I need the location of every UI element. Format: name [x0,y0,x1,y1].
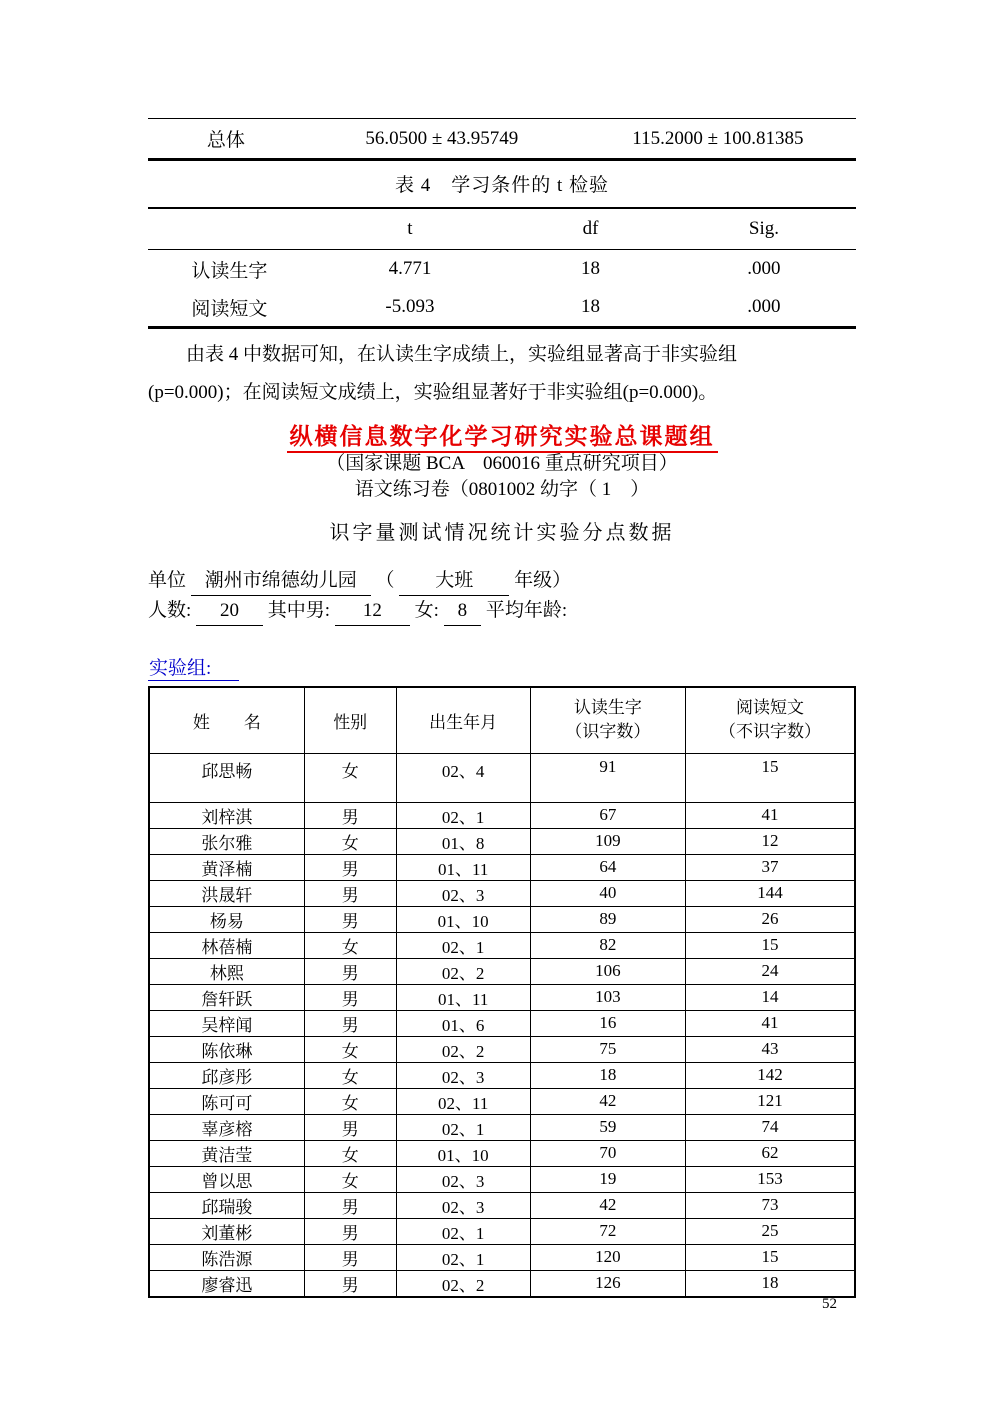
student-cell-reading: 12 [686,828,855,854]
group-label-wrap [148,653,856,680]
student-cell-name: 陈浩源 [149,1244,304,1270]
overall-literacy-value: 56.0500 ± 43.95749 [365,127,519,149]
student-table-header-row [149,687,855,753]
student-table-head [149,687,855,753]
student-cell-name: 邱彦彤 [149,1062,304,1088]
avg-age-label: 平均年龄: [485,600,568,621]
student-cell-birth: 01、10 [396,906,530,932]
student-cell-name: 曾以思 [149,1166,304,1192]
student-cell-birth: 01、6 [396,1010,530,1036]
student-cell-literacy: 40 [530,880,685,906]
male-label: 其中男: [267,600,331,621]
female-value-field: 8 [444,596,482,626]
student-cell-birth: 02、1 [396,932,530,958]
ttest-df-value: 18 [580,296,600,317]
female-label: 女: [414,600,439,621]
unit-label: 单位 [148,570,187,591]
header-gender: 性别 [304,687,396,753]
student-cell-gender: 男 [304,906,396,932]
student-cell-birth: 02、1 [396,1244,530,1270]
student-row [149,802,855,828]
student-cell-reading: 153 [686,1166,855,1192]
student-cell-literacy: 72 [530,1218,685,1244]
student-cell-gender: 女 [304,1166,396,1192]
header-reading-line1: 阅读短文 [736,698,804,718]
student-cell-literacy: 16 [530,1010,685,1036]
info-row-counts [148,596,856,626]
student-cell-birth: 02、3 [396,880,530,906]
student-cell-reading: 73 [686,1192,855,1218]
student-row [149,828,855,854]
student-table-body [149,753,855,1297]
student-cell-name: 洪晟轩 [149,880,304,906]
student-cell-gender: 男 [304,854,396,880]
student-cell-reading: 74 [686,1114,855,1140]
student-row [149,1140,855,1166]
student-cell-gender: 男 [304,958,396,984]
section-heading: 识字量测试情况统计实验分点数据 [329,522,675,544]
count-label: 人数: [148,600,192,621]
student-cell-reading: 15 [686,932,855,958]
student-cell-name: 陈依琳 [149,1036,304,1062]
ttest-header-df: df [582,218,599,239]
paper-line: 语文练习卷（0801002 幼字（ 1 ） [354,479,650,500]
ttest-row-literacy [148,250,856,288]
ttest-header-t: t [407,218,413,239]
analysis-line-1: 由表 4 中数据可知，在认读生字成绩上，实验组显著高于非实验组 [186,344,738,365]
male-value-field: 12 [335,596,410,626]
student-cell-gender: 女 [304,828,396,854]
page-content [148,118,856,1298]
student-cell-name: 辜彦榕 [149,1114,304,1140]
org-title-wrap [148,418,856,451]
student-data-table [148,686,856,1298]
student-cell-reading: 15 [686,1244,855,1270]
analysis-line-2: (p=0.000)；在阅读短文成绩上，实验组显著好于非实验组(p=0.000)。 [148,382,718,403]
student-cell-gender: 男 [304,880,396,906]
student-cell-literacy: 67 [530,802,685,828]
info-row-unit [148,566,856,596]
student-cell-reading: 41 [686,1010,855,1036]
ttest-header-sig: Sig. [748,218,779,239]
student-row [149,1036,855,1062]
student-cell-literacy: 19 [530,1166,685,1192]
analysis-paragraph [148,336,856,412]
student-cell-birth: 02、3 [396,1192,530,1218]
grade-suffix: 年级） [514,570,572,591]
student-cell-birth: 02、11 [396,1088,530,1114]
student-cell-reading: 121 [686,1088,855,1114]
student-cell-literacy: 82 [530,932,685,958]
overall-row-label: 总体 [206,130,245,151]
student-cell-gender: 男 [304,1192,396,1218]
student-cell-name: 张尔雅 [149,828,304,854]
org-title: 纵横信息数字化学习研究实验总课题组 [287,424,718,453]
student-cell-reading: 43 [686,1036,855,1062]
student-cell-gender: 女 [304,753,396,802]
student-cell-birth: 02、3 [396,1166,530,1192]
student-cell-reading: 144 [686,880,855,906]
project-line: （国家课题 BCA 060016 重点研究项目） [326,453,678,474]
ttest-t-value: 4.771 [388,258,432,279]
student-cell-name: 林蓓楠 [149,932,304,958]
student-cell-gender: 男 [304,1218,396,1244]
ttest-body [148,250,856,329]
student-cell-literacy: 120 [530,1244,685,1270]
student-cell-literacy: 91 [530,753,685,802]
student-cell-birth: 01、11 [396,854,530,880]
ttest-row-label: 认读生字 [191,260,268,282]
student-cell-gender: 女 [304,1088,396,1114]
table4-title: 表 4 学习条件的 t 检验 [148,161,856,209]
student-cell-gender: 女 [304,1062,396,1088]
student-row [149,1270,855,1297]
ttest-row-label: 阅读短文 [191,298,268,320]
student-cell-literacy: 42 [530,1192,685,1218]
student-cell-name: 林熙 [149,958,304,984]
student-cell-name: 刘董彬 [149,1218,304,1244]
student-cell-name: 邱瑞骏 [149,1192,304,1218]
student-cell-reading: 25 [686,1218,855,1244]
student-row [149,1010,855,1036]
student-row [149,753,855,802]
student-cell-reading: 14 [686,984,855,1010]
student-cell-name: 黄洁莹 [149,1140,304,1166]
student-cell-birth: 02、1 [396,802,530,828]
header-reading-line2: （不识字数） [719,722,821,742]
student-cell-literacy: 109 [530,828,685,854]
student-cell-literacy: 103 [530,984,685,1010]
student-row [149,906,855,932]
student-cell-reading: 62 [686,1140,855,1166]
student-cell-gender: 女 [304,1140,396,1166]
ttest-t-value: -5.093 [385,296,435,317]
student-cell-reading: 18 [686,1270,855,1297]
student-row [149,932,855,958]
overall-reading-value: 115.2000 ± 100.81385 [632,127,804,149]
student-row [149,1244,855,1270]
student-row [149,1218,855,1244]
header-literacy-line1: 认读生字 [573,698,642,718]
student-cell-gender: 男 [304,1244,396,1270]
student-row [149,1088,855,1114]
student-cell-literacy: 126 [530,1270,685,1297]
student-cell-name: 杨易 [149,906,304,932]
student-cell-gender: 男 [304,1114,396,1140]
student-cell-reading: 15 [686,753,855,802]
ttest-row-reading [148,288,856,326]
student-cell-gender: 女 [304,932,396,958]
student-row [149,880,855,906]
student-cell-birth: 02、2 [396,1270,530,1297]
student-cell-reading: 142 [686,1062,855,1088]
student-cell-gender: 男 [304,1010,396,1036]
ttest-df-value: 18 [580,258,600,279]
page-number: 52 [822,1296,837,1312]
student-cell-literacy: 89 [530,906,685,932]
header-literacy [530,687,685,753]
student-cell-name: 詹轩跃 [149,984,304,1010]
student-cell-reading: 41 [686,802,855,828]
student-cell-literacy: 64 [530,854,685,880]
student-cell-gender: 男 [304,1270,396,1297]
student-cell-literacy: 75 [530,1036,685,1062]
student-cell-name: 刘梓淇 [149,802,304,828]
header-name: 姓 名 [149,687,304,753]
count-value-field: 20 [196,596,263,626]
ttest-header-row [148,209,856,250]
student-row [149,854,855,880]
student-row [149,1192,855,1218]
student-cell-literacy: 70 [530,1140,685,1166]
student-row [149,958,855,984]
student-cell-reading: 26 [686,906,855,932]
student-cell-gender: 女 [304,1036,396,1062]
student-cell-birth: 02、3 [396,1062,530,1088]
student-row [149,1062,855,1088]
student-cell-name: 黄泽楠 [149,854,304,880]
student-cell-reading: 37 [686,854,855,880]
student-cell-name: 陈可可 [149,1088,304,1114]
student-cell-birth: 01、10 [396,1140,530,1166]
student-cell-birth: 02、1 [396,1114,530,1140]
unit-value-field: 潮州市绵德幼儿园 [191,566,371,596]
student-row [149,1166,855,1192]
experimental-group-label: 实验组: [148,658,239,681]
ttest-sig-value: .000 [747,258,781,279]
student-cell-literacy: 42 [530,1088,685,1114]
header-reading [686,687,855,753]
student-cell-birth: 02、2 [396,1036,530,1062]
student-cell-name: 吴梓闻 [149,1010,304,1036]
student-cell-birth: 02、4 [396,753,530,802]
student-cell-name: 廖睿迅 [149,1270,304,1297]
header-literacy-line2: （识字数） [565,722,651,742]
student-cell-literacy: 106 [530,958,685,984]
student-cell-reading: 24 [686,958,855,984]
student-row [149,984,855,1010]
student-cell-birth: 02、2 [396,958,530,984]
student-cell-literacy: 18 [530,1062,685,1088]
info-form [148,566,856,626]
student-cell-birth: 01、11 [396,984,530,1010]
header-birth: 出生年月 [396,687,530,753]
student-cell-birth: 02、1 [396,1218,530,1244]
student-cell-name: 邱思畅 [149,753,304,802]
student-row [149,1114,855,1140]
student-cell-birth: 01、8 [396,828,530,854]
ttest-sig-value: .000 [747,296,781,317]
student-cell-gender: 男 [304,802,396,828]
open-paren: （ [375,570,395,591]
student-cell-literacy: 59 [530,1114,685,1140]
class-value-field: 大班 [399,566,509,596]
overall-stats-row [148,118,856,161]
student-cell-gender: 男 [304,984,396,1010]
